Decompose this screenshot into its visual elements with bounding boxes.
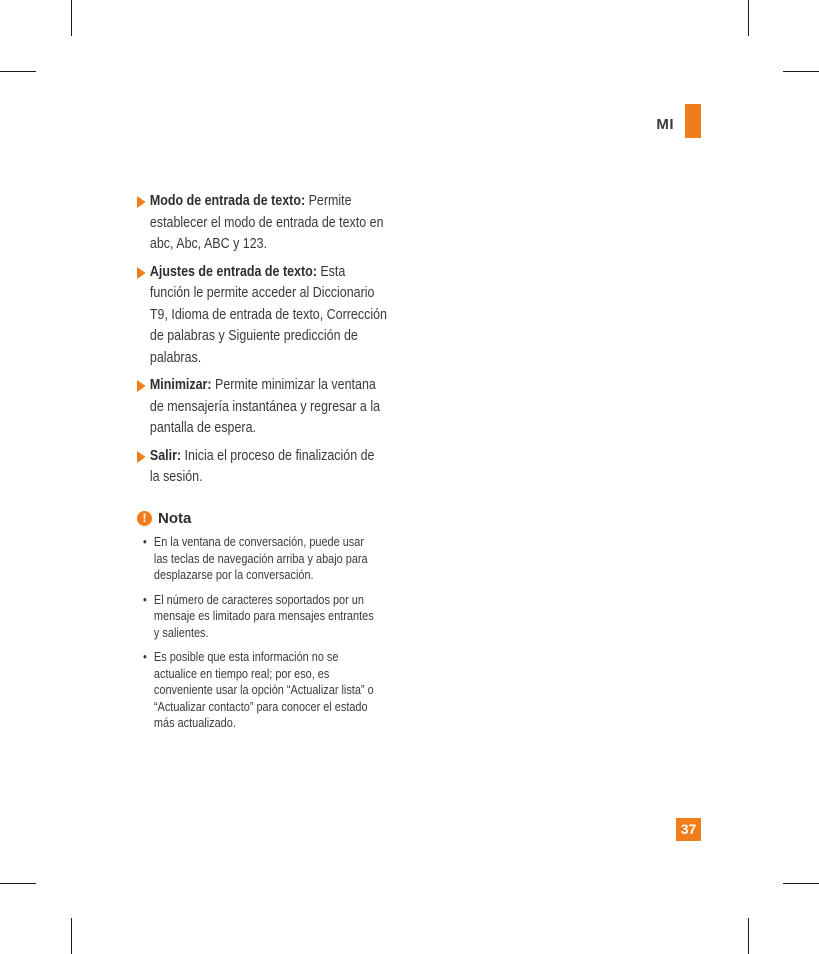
bullet-text: Es posible que esta información no se [153, 649, 339, 664]
note-title: Nota [158, 510, 192, 527]
bullet-text: y salientes. [153, 624, 209, 640]
note-bullet [143, 649, 395, 732]
item-term: Ajustes de entrada de texto: [149, 263, 317, 280]
bullet-dot-icon: • [143, 591, 147, 607]
crop-mark [71, 0, 72, 36]
arrow-right-icon [137, 267, 146, 279]
list-item [137, 191, 408, 256]
bullet-text: las teclas de navegación arriba y abajo para [153, 550, 368, 566]
bullet-text: “Actualizar contacto” para conocer el estado [153, 698, 368, 714]
item-text: función le permite acceder al Diccionario [149, 285, 375, 301]
crop-mark [0, 71, 36, 72]
arrow-right-icon [137, 380, 146, 392]
crop-mark [0, 883, 36, 884]
note-heading [137, 510, 191, 527]
item-text: la sesión. [149, 469, 203, 485]
item-text: de palabras y Siguiente predicción de [149, 328, 358, 344]
item-text: abc, Abc, ABC y 123. [149, 236, 268, 252]
item-text: palabras. [149, 349, 202, 366]
bullet-text: conveniente usar la opción “Actualizar lista” o [153, 682, 374, 697]
crop-mark [748, 0, 749, 36]
item-text: Permite minimizar la ventana [211, 377, 376, 393]
note-bullet-list [143, 534, 443, 740]
menu-options-list [137, 191, 407, 495]
section-tab [685, 104, 701, 138]
bullet-text: más actualizado. [153, 715, 236, 730]
item-text: Inicia el proceso de finalización de [181, 447, 375, 464]
arrow-right-icon [137, 196, 146, 208]
note-bullet [143, 592, 395, 642]
crop-mark [748, 918, 749, 954]
list-item [137, 446, 408, 489]
list-item [137, 262, 408, 370]
bullet-text: actualice en tiempo real; por eso, es [153, 665, 330, 681]
item-text: T9, Idioma de entrada de texto, Corrección [149, 306, 387, 323]
exclamation-icon: ! [137, 511, 152, 526]
note-bullet [143, 534, 395, 584]
item-text: Esta [316, 263, 346, 280]
item-term: Salir: [149, 447, 182, 464]
bullet-dot-icon: • [143, 649, 147, 664]
item-term: Minimizar: [149, 377, 212, 393]
bullet-text: mensaje es limitado para mensajes entrantes [153, 608, 374, 623]
section-label: MI [656, 116, 674, 133]
bullet-dot-icon: • [143, 534, 147, 549]
arrow-right-icon [137, 451, 146, 463]
crop-mark [783, 883, 819, 884]
bullet-text: desplazarse por la conversación. [153, 567, 314, 582]
list-item [137, 375, 408, 440]
page-number: 37 [676, 818, 701, 841]
item-text: de mensajería instantánea y regresar a la [149, 398, 381, 415]
crop-mark [783, 71, 819, 72]
bullet-text: En la ventana de conversación, puede usar [153, 534, 364, 549]
bullet-text: El número de caracteres soportados por un [153, 591, 364, 607]
item-text: pantalla de espera. [149, 420, 256, 436]
item-term: Modo de entrada de texto: [149, 193, 306, 209]
crop-mark [71, 918, 72, 954]
item-text: establecer el modo de entrada de texto en [149, 214, 384, 231]
item-text: Permite [305, 193, 352, 209]
